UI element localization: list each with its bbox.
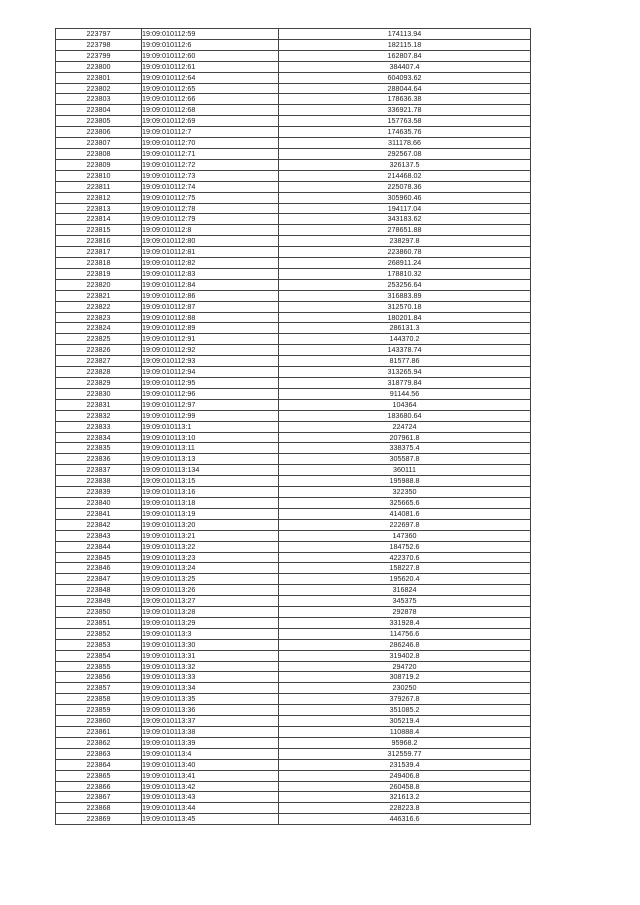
table-row [56, 247, 531, 258]
table-row [56, 650, 531, 661]
timestamp-cell: 19:09:010113:15 [142, 476, 279, 487]
id-cell: 223850 [56, 607, 142, 618]
id-cell: 223825 [56, 334, 142, 345]
timestamp-cell: 19:09:010112:60 [142, 50, 279, 61]
timestamp-cell: 19:09:010112:92 [142, 345, 279, 356]
id-cell: 223816 [56, 236, 142, 247]
timestamp-cell: 19:09:010112:71 [142, 148, 279, 159]
value-cell: 292878 [279, 607, 531, 618]
table-row [56, 607, 531, 618]
value-cell: 184752.6 [279, 541, 531, 552]
timestamp-cell: 19:09:010113:19 [142, 508, 279, 519]
table-row [56, 148, 531, 159]
value-cell: 319402.8 [279, 650, 531, 661]
id-cell: 223849 [56, 596, 142, 607]
id-cell: 223836 [56, 454, 142, 465]
value-cell: 249406.8 [279, 770, 531, 781]
value-cell: 178810.32 [279, 268, 531, 279]
timestamp-cell: 19:09:010113:27 [142, 596, 279, 607]
value-cell: 379267.8 [279, 694, 531, 705]
timestamp-cell: 19:09:010113:43 [142, 792, 279, 803]
value-cell: 312559.77 [279, 748, 531, 759]
id-cell: 223818 [56, 258, 142, 269]
id-cell: 223828 [56, 367, 142, 378]
table-row [56, 421, 531, 432]
value-cell: 360111 [279, 465, 531, 476]
id-cell: 223801 [56, 72, 142, 83]
value-cell: 231539.4 [279, 759, 531, 770]
value-cell: 268911.24 [279, 258, 531, 269]
id-cell: 223839 [56, 487, 142, 498]
data-table [55, 28, 531, 825]
table-row [56, 530, 531, 541]
id-cell: 223854 [56, 650, 142, 661]
value-cell: 278651.88 [279, 225, 531, 236]
id-cell: 223826 [56, 345, 142, 356]
timestamp-cell: 19:09:010113:13 [142, 454, 279, 465]
table-row [56, 661, 531, 672]
table-row [56, 770, 531, 781]
table-row [56, 345, 531, 356]
id-cell: 223868 [56, 803, 142, 814]
table-row [56, 127, 531, 138]
table-row [56, 563, 531, 574]
value-cell: 147360 [279, 530, 531, 541]
table-row [56, 214, 531, 225]
timestamp-cell: 19:09:010113:30 [142, 639, 279, 650]
id-cell: 223827 [56, 356, 142, 367]
id-cell: 223803 [56, 94, 142, 105]
value-cell: 384407.4 [279, 61, 531, 72]
value-cell: 336921.78 [279, 105, 531, 116]
timestamp-cell: 19:09:010113:42 [142, 781, 279, 792]
table-row [56, 258, 531, 269]
timestamp-cell: 19:09:010113:16 [142, 487, 279, 498]
value-cell: 91144.56 [279, 388, 531, 399]
id-cell: 223857 [56, 683, 142, 694]
table-row [56, 683, 531, 694]
timestamp-cell: 19:09:010112:87 [142, 301, 279, 312]
value-cell: 158227.8 [279, 563, 531, 574]
timestamp-cell: 19:09:010113:24 [142, 563, 279, 574]
table-row [56, 476, 531, 487]
table-row [56, 617, 531, 628]
table-row [56, 814, 531, 825]
table-row [56, 94, 531, 105]
timestamp-cell: 19:09:010113:32 [142, 661, 279, 672]
value-cell: 182115.18 [279, 39, 531, 50]
table-row [56, 737, 531, 748]
timestamp-cell: 19:09:010113:25 [142, 574, 279, 585]
timestamp-cell: 19:09:010113:20 [142, 519, 279, 530]
table-row [56, 61, 531, 72]
table-row [56, 323, 531, 334]
value-cell: 144370.2 [279, 334, 531, 345]
timestamp-cell: 19:09:010112:72 [142, 159, 279, 170]
value-cell: 316824 [279, 585, 531, 596]
timestamp-cell: 19:09:010113:3 [142, 628, 279, 639]
id-cell: 223834 [56, 432, 142, 443]
id-cell: 223807 [56, 138, 142, 149]
table-row [56, 312, 531, 323]
id-cell: 223855 [56, 661, 142, 672]
table-row [56, 552, 531, 563]
timestamp-cell: 19:09:010113:18 [142, 497, 279, 508]
id-cell: 223845 [56, 552, 142, 563]
timestamp-cell: 19:09:010112:84 [142, 279, 279, 290]
table-row [56, 519, 531, 530]
table-row [56, 138, 531, 149]
id-cell: 223853 [56, 639, 142, 650]
timestamp-cell: 19:09:010112:66 [142, 94, 279, 105]
table-row [56, 170, 531, 181]
id-cell: 223823 [56, 312, 142, 323]
table-row [56, 454, 531, 465]
table-row [56, 508, 531, 519]
id-cell: 223869 [56, 814, 142, 825]
table-row [56, 192, 531, 203]
id-cell: 223863 [56, 748, 142, 759]
id-cell: 223809 [56, 159, 142, 170]
table-row [56, 367, 531, 378]
table-row [56, 639, 531, 650]
table-row [56, 181, 531, 192]
id-cell: 223858 [56, 694, 142, 705]
timestamp-cell: 19:09:010112:82 [142, 258, 279, 269]
timestamp-cell: 19:09:010113:34 [142, 683, 279, 694]
table-row [56, 628, 531, 639]
value-cell: 313265.94 [279, 367, 531, 378]
table-row [56, 694, 531, 705]
timestamp-cell: 19:09:010113:35 [142, 694, 279, 705]
id-cell: 223802 [56, 83, 142, 94]
value-cell: 446316.6 [279, 814, 531, 825]
timestamp-cell: 19:09:010113:44 [142, 803, 279, 814]
table-row [56, 410, 531, 421]
table-row [56, 705, 531, 716]
id-cell: 223843 [56, 530, 142, 541]
value-cell: 604093.62 [279, 72, 531, 83]
id-cell: 223821 [56, 290, 142, 301]
table-row [56, 727, 531, 738]
id-cell: 223800 [56, 61, 142, 72]
value-cell: 143378.74 [279, 345, 531, 356]
timestamp-cell: 19:09:010113:29 [142, 617, 279, 628]
value-cell: 114756.6 [279, 628, 531, 639]
id-cell: 223830 [56, 388, 142, 399]
id-cell: 223833 [56, 421, 142, 432]
table-row [56, 116, 531, 127]
value-cell: 174635.76 [279, 127, 531, 138]
id-cell: 223867 [56, 792, 142, 803]
value-cell: 224724 [279, 421, 531, 432]
timestamp-cell: 19:09:010112:61 [142, 61, 279, 72]
value-cell: 157763.58 [279, 116, 531, 127]
table-row [56, 159, 531, 170]
table-row [56, 432, 531, 443]
id-cell: 223832 [56, 410, 142, 421]
value-cell: 162807.84 [279, 50, 531, 61]
value-cell: 253256.64 [279, 279, 531, 290]
id-cell: 223813 [56, 203, 142, 214]
value-cell: 351085.2 [279, 705, 531, 716]
id-cell: 223822 [56, 301, 142, 312]
value-cell: 326137.5 [279, 159, 531, 170]
id-cell: 223864 [56, 759, 142, 770]
value-cell: 343183.62 [279, 214, 531, 225]
value-cell: 174113.94 [279, 29, 531, 40]
table-row [56, 72, 531, 83]
id-cell: 223837 [56, 465, 142, 476]
value-cell: 311178.66 [279, 138, 531, 149]
value-cell: 214468.02 [279, 170, 531, 181]
table-row [56, 388, 531, 399]
id-cell: 223860 [56, 716, 142, 727]
table-row [56, 487, 531, 498]
timestamp-cell: 19:09:010112:75 [142, 192, 279, 203]
timestamp-cell: 19:09:010112:94 [142, 367, 279, 378]
id-cell: 223811 [56, 181, 142, 192]
id-cell: 223824 [56, 323, 142, 334]
value-cell: 81577.86 [279, 356, 531, 367]
timestamp-cell: 19:09:010113:31 [142, 650, 279, 661]
table-row [56, 29, 531, 40]
value-cell: 288044.64 [279, 83, 531, 94]
timestamp-cell: 19:09:010113:4 [142, 748, 279, 759]
table-row [56, 399, 531, 410]
table-row [56, 225, 531, 236]
value-cell: 207961.8 [279, 432, 531, 443]
table-row [56, 585, 531, 596]
value-cell: 321613.2 [279, 792, 531, 803]
value-cell: 230250 [279, 683, 531, 694]
timestamp-cell: 19:09:010113:134 [142, 465, 279, 476]
value-cell: 322350 [279, 487, 531, 498]
timestamp-cell: 19:09:010113:28 [142, 607, 279, 618]
id-cell: 223851 [56, 617, 142, 628]
timestamp-cell: 19:09:010112:81 [142, 247, 279, 258]
value-cell: 305219.4 [279, 716, 531, 727]
value-cell: 286131.3 [279, 323, 531, 334]
timestamp-cell: 19:09:010112:95 [142, 378, 279, 389]
value-cell: 194117.04 [279, 203, 531, 214]
timestamp-cell: 19:09:010113:37 [142, 716, 279, 727]
timestamp-cell: 19:09:010113:26 [142, 585, 279, 596]
id-cell: 223838 [56, 476, 142, 487]
table-row [56, 465, 531, 476]
id-cell: 223805 [56, 116, 142, 127]
table-row [56, 268, 531, 279]
value-cell: 305587.8 [279, 454, 531, 465]
id-cell: 223844 [56, 541, 142, 552]
id-cell: 223847 [56, 574, 142, 585]
id-cell: 223859 [56, 705, 142, 716]
value-cell: 312570.18 [279, 301, 531, 312]
table-row [56, 279, 531, 290]
value-cell: 316883.89 [279, 290, 531, 301]
id-cell: 223819 [56, 268, 142, 279]
id-cell: 223852 [56, 628, 142, 639]
timestamp-cell: 19:09:010113:36 [142, 705, 279, 716]
timestamp-cell: 19:09:010113:33 [142, 672, 279, 683]
value-cell: 225078.36 [279, 181, 531, 192]
value-cell: 286246.8 [279, 639, 531, 650]
value-cell: 223860.78 [279, 247, 531, 258]
timestamp-cell: 19:09:010112:6 [142, 39, 279, 50]
value-cell: 183680.64 [279, 410, 531, 421]
timestamp-cell: 19:09:010113:23 [142, 552, 279, 563]
value-cell: 422370.6 [279, 552, 531, 563]
timestamp-cell: 19:09:010113:11 [142, 443, 279, 454]
value-cell: 414081.6 [279, 508, 531, 519]
value-cell: 222697.8 [279, 519, 531, 530]
timestamp-cell: 19:09:010112:59 [142, 29, 279, 40]
timestamp-cell: 19:09:010112:73 [142, 170, 279, 181]
table-row [56, 574, 531, 585]
value-cell: 292567.08 [279, 148, 531, 159]
value-cell: 325665.6 [279, 497, 531, 508]
id-cell: 223861 [56, 727, 142, 738]
timestamp-cell: 19:09:010112:93 [142, 356, 279, 367]
table-row [56, 541, 531, 552]
timestamp-cell: 19:09:010112:69 [142, 116, 279, 127]
value-cell: 305960.46 [279, 192, 531, 203]
value-cell: 228223.8 [279, 803, 531, 814]
table-row [56, 672, 531, 683]
table-row [56, 236, 531, 247]
id-cell: 223812 [56, 192, 142, 203]
id-cell: 223829 [56, 378, 142, 389]
timestamp-cell: 19:09:010112:79 [142, 214, 279, 225]
table-body [56, 29, 531, 825]
table-row [56, 748, 531, 759]
id-cell: 223817 [56, 247, 142, 258]
table-row [56, 759, 531, 770]
table-row [56, 334, 531, 345]
id-cell: 223846 [56, 563, 142, 574]
timestamp-cell: 19:09:010112:78 [142, 203, 279, 214]
table-row [56, 803, 531, 814]
timestamp-cell: 19:09:010112:7 [142, 127, 279, 138]
table-row [56, 716, 531, 727]
id-cell: 223814 [56, 214, 142, 225]
value-cell: 238297.8 [279, 236, 531, 247]
id-cell: 223842 [56, 519, 142, 530]
table-row [56, 203, 531, 214]
timestamp-cell: 19:09:010113:41 [142, 770, 279, 781]
id-cell: 223797 [56, 29, 142, 40]
id-cell: 223862 [56, 737, 142, 748]
timestamp-cell: 19:09:010112:91 [142, 334, 279, 345]
value-cell: 110888.4 [279, 727, 531, 738]
value-cell: 308719.2 [279, 672, 531, 683]
timestamp-cell: 19:09:010112:86 [142, 290, 279, 301]
timestamp-cell: 19:09:010112:97 [142, 399, 279, 410]
id-cell: 223815 [56, 225, 142, 236]
table-row [56, 443, 531, 454]
timestamp-cell: 19:09:010112:8 [142, 225, 279, 236]
value-cell: 338375.4 [279, 443, 531, 454]
timestamp-cell: 19:09:010112:96 [142, 388, 279, 399]
timestamp-cell: 19:09:010113:45 [142, 814, 279, 825]
value-cell: 294720 [279, 661, 531, 672]
table-row [56, 105, 531, 116]
value-cell: 260458.8 [279, 781, 531, 792]
id-cell: 223806 [56, 127, 142, 138]
timestamp-cell: 19:09:010112:88 [142, 312, 279, 323]
id-cell: 223848 [56, 585, 142, 596]
id-cell: 223808 [56, 148, 142, 159]
table-row [56, 290, 531, 301]
timestamp-cell: 19:09:010112:64 [142, 72, 279, 83]
table-row [56, 497, 531, 508]
timestamp-cell: 19:09:010112:70 [142, 138, 279, 149]
value-cell: 95968.2 [279, 737, 531, 748]
id-cell: 223856 [56, 672, 142, 683]
value-cell: 331928.4 [279, 617, 531, 628]
timestamp-cell: 19:09:010113:38 [142, 727, 279, 738]
id-cell: 223831 [56, 399, 142, 410]
id-cell: 223840 [56, 497, 142, 508]
value-cell: 345375 [279, 596, 531, 607]
id-cell: 223865 [56, 770, 142, 781]
value-cell: 195988.8 [279, 476, 531, 487]
table-row [56, 378, 531, 389]
id-cell: 223810 [56, 170, 142, 181]
timestamp-cell: 19:09:010113:10 [142, 432, 279, 443]
table-row [56, 792, 531, 803]
timestamp-cell: 19:09:010113:1 [142, 421, 279, 432]
timestamp-cell: 19:09:010112:89 [142, 323, 279, 334]
timestamp-cell: 19:09:010113:21 [142, 530, 279, 541]
timestamp-cell: 19:09:010113:39 [142, 737, 279, 748]
value-cell: 195620.4 [279, 574, 531, 585]
timestamp-cell: 19:09:010113:22 [142, 541, 279, 552]
table-row [56, 596, 531, 607]
id-cell: 223804 [56, 105, 142, 116]
table-row [56, 50, 531, 61]
timestamp-cell: 19:09:010112:74 [142, 181, 279, 192]
timestamp-cell: 19:09:010112:83 [142, 268, 279, 279]
id-cell: 223835 [56, 443, 142, 454]
table-row [56, 781, 531, 792]
table-row [56, 301, 531, 312]
table-row [56, 39, 531, 50]
timestamp-cell: 19:09:010112:68 [142, 105, 279, 116]
timestamp-cell: 19:09:010113:40 [142, 759, 279, 770]
id-cell: 223799 [56, 50, 142, 61]
table-row [56, 83, 531, 94]
timestamp-cell: 19:09:010112:80 [142, 236, 279, 247]
value-cell: 180201.84 [279, 312, 531, 323]
table-row [56, 356, 531, 367]
timestamp-cell: 19:09:010112:99 [142, 410, 279, 421]
id-cell: 223820 [56, 279, 142, 290]
id-cell: 223841 [56, 508, 142, 519]
id-cell: 223866 [56, 781, 142, 792]
value-cell: 104364 [279, 399, 531, 410]
value-cell: 318779.84 [279, 378, 531, 389]
value-cell: 178636.38 [279, 94, 531, 105]
timestamp-cell: 19:09:010112:65 [142, 83, 279, 94]
id-cell: 223798 [56, 39, 142, 50]
